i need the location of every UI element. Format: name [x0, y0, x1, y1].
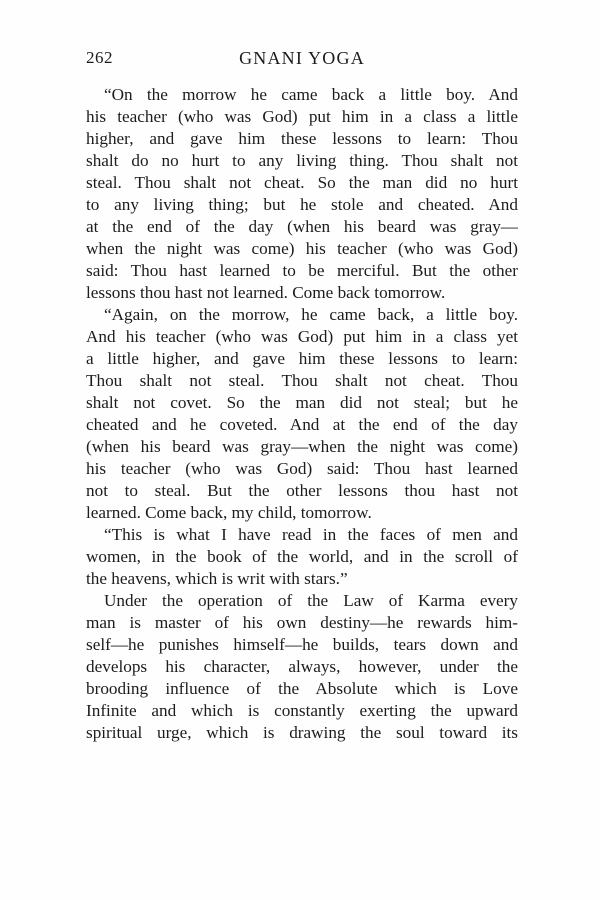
- text-line: when the night was come) his teacher (who was God): [86, 239, 518, 258]
- text-line: higher, and gave him these lessons to learn: Thou: [86, 129, 518, 148]
- text-line: his teacher (who was God) said: Thou hast learned: [86, 459, 518, 478]
- text-line: man is master of his own destiny—he rewards him-: [86, 613, 518, 632]
- text-line: women, in the book of the world, and in the scroll of: [86, 547, 518, 566]
- text-line: a little higher, and gave him these lessons to learn:: [86, 349, 518, 368]
- text-line: steal. Thou shalt not cheat. So the man did no hurt: [86, 173, 518, 192]
- text-line: develops his character, always, however, under the: [86, 657, 518, 676]
- text-line: shalt not covet. So the man did not steal; but he: [86, 393, 518, 412]
- paragraph: [86, 524, 518, 590]
- paragraph: [86, 590, 518, 744]
- text-line: not to steal. But the other lessons thou hast not: [86, 481, 518, 500]
- text-line: Under the operation of the Law of Karma every: [104, 591, 518, 610]
- text-line: lessons thou hast not learned. Come back tomorrow.: [86, 283, 446, 302]
- text-line: at the end of the day (when his beard was gray—: [86, 217, 518, 236]
- text-line: (when his beard was gray—when the night was come): [86, 437, 518, 456]
- text-line: “Again, on the morrow, he came back, a little boy.: [104, 305, 518, 324]
- text-line: And his teacher (who was God) put him in a class yet: [86, 327, 518, 346]
- page-number: 262: [86, 48, 113, 67]
- paragraph: [86, 84, 518, 304]
- text-line: the heavens, which is writ with stars.”: [86, 569, 348, 588]
- text-line: his teacher (who was God) put him in a class a little: [86, 107, 518, 126]
- paragraph: [86, 304, 518, 524]
- text-line: to any living thing; but he stole and cheated. And: [86, 195, 518, 214]
- text-line: Thou shalt not steal. Thou shalt not cheat. Thou: [86, 371, 518, 390]
- text-line: Infinite and which is constantly exerting the upward: [86, 701, 518, 720]
- text-line: said: Thou hast learned to be merciful. But the other: [86, 261, 518, 280]
- text-line: learned. Come back, my child, tomorrow.: [86, 503, 372, 522]
- page-body: [86, 84, 518, 744]
- text-line: spiritual urge, which is drawing the soul toward its: [86, 723, 518, 742]
- text-line: “On the morrow he came back a little boy. And: [104, 85, 518, 104]
- text-line: brooding influence of the Absolute which is Love: [86, 679, 518, 698]
- text-line: self—he punishes himself—he builds, tears down and: [86, 635, 518, 654]
- running-title: GNANI YOGA: [239, 48, 365, 68]
- page-header: [86, 48, 518, 74]
- text-line: “This is what I have read in the faces of men and: [104, 525, 518, 544]
- text-line: cheated and he coveted. And at the end of the day: [86, 415, 518, 434]
- text-line: shalt do no hurt to any living thing. Thou shalt not: [86, 151, 518, 170]
